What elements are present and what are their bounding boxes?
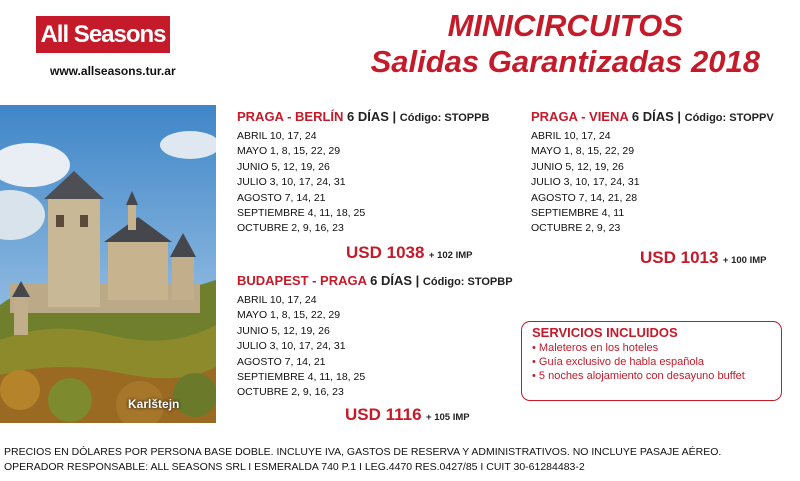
page-title (371, 8, 760, 80)
tour-praga-berlin (237, 109, 489, 237)
tour-code: Código: STOPBP (422, 276, 513, 288)
tour-dates (531, 129, 774, 237)
price-taxes: + 105 IMP (426, 412, 470, 423)
date-row: SEPTIEMBRE 4, 11 (531, 207, 625, 220)
date-row: MAYO 1, 8, 15, 22, 29 (531, 145, 635, 158)
date-row: AGOSTO 7, 14, 21, 28 (531, 191, 638, 204)
tour-praga-viena (531, 109, 774, 237)
service-item: • Guía exclusivo de habla española (532, 356, 705, 368)
tour-header (531, 109, 774, 124)
date-row: SEPTIEMBRE 4, 11, 18, 25 (237, 371, 366, 384)
date-row: JULIO 3, 10, 17, 24, 31 (237, 176, 346, 189)
tour-days: 6 DÍAS | (343, 109, 400, 124)
tour-header (237, 273, 513, 288)
date-row: JULIO 3, 10, 17, 24, 31 (531, 176, 640, 189)
service-item: • 5 noches alojamiento con desayuno buffet (532, 370, 745, 382)
price-taxes: + 102 IMP (428, 250, 473, 261)
service-item: • Maleteros en los hoteles (532, 342, 659, 354)
price-amount: USD 1116 (345, 405, 422, 424)
tour-code: Código: STOPPB (399, 112, 490, 124)
footer (4, 445, 721, 475)
tour-code: Código: STOPPV (684, 112, 774, 124)
services-list (532, 341, 771, 383)
date-row: JUNIO 5, 12, 19, 26 (237, 324, 330, 337)
date-row: JULIO 3, 10, 17, 24, 31 (237, 340, 346, 353)
services-title: SERVICIOS INCLUIDOS (532, 325, 678, 340)
date-row: ABRIL 10, 17, 24 (531, 130, 611, 142)
tour-days: 6 DÍAS | (628, 109, 685, 124)
price-amount: USD 1038 (346, 243, 425, 262)
title-line-1: MINICIRCUITOS (447, 8, 683, 43)
photo-caption: Karlštejn (128, 397, 180, 411)
date-row: JUNIO 5, 12, 19, 26 (531, 160, 624, 173)
footer-line-1: PRECIOS EN DÓLARES POR PERSONA BASE DOBLE. INCLUYE IVA, GASTOS DE RESERVA Y ADMINISTRATIVOS. NO INCLUYE PASAJE AÉREO. (4, 446, 722, 458)
tour-header (237, 109, 489, 124)
date-row: JUNIO 5, 12, 19, 26 (237, 160, 330, 173)
date-row: MAYO 1, 8, 15, 22, 29 (237, 145, 341, 158)
tour-price (640, 248, 766, 268)
tour-route: PRAGA - VIENA (531, 109, 629, 124)
price-taxes: + 100 IMP (722, 255, 767, 266)
title-line-2: Salidas Garantizadas 2018 (370, 44, 760, 79)
footer-line-2: OPERADOR RESPONSABLE: ALL SEASONS SRL I ESMERALDA 740 P.1 I LEG.4470 RES.0427/85 I CUIT 30-61284483-2 (4, 461, 585, 473)
date-row: OCTUBRE 2, 9, 23 (531, 222, 621, 235)
date-row: OCTUBRE 2, 9, 16, 23 (237, 222, 344, 235)
date-row: MAYO 1, 8, 15, 22, 29 (237, 309, 341, 322)
castle-photo (0, 105, 216, 423)
tour-dates (237, 293, 513, 401)
logo: All Seasons (36, 16, 170, 53)
tour-price (345, 405, 470, 425)
tour-price (346, 243, 472, 263)
website-url: www.allseasons.tur.ar (50, 64, 176, 78)
tour-dates (237, 129, 489, 237)
date-row: ABRIL 10, 17, 24 (237, 130, 317, 142)
date-row: SEPTIEMBRE 4, 11, 18, 25 (237, 207, 366, 220)
tour-days: 6 DÍAS | (366, 273, 423, 288)
tour-route: PRAGA - BERLÍN (237, 109, 344, 124)
date-row: ABRIL 10, 17, 24 (237, 294, 317, 306)
tour-route: BUDAPEST - PRAGA (237, 273, 367, 288)
tour-budapest-praga (237, 273, 513, 401)
date-row: AGOSTO 7, 14, 21 (237, 191, 326, 204)
price-amount: USD 1013 (640, 248, 719, 267)
services-box (521, 321, 782, 401)
date-row: OCTUBRE 2, 9, 16, 23 (237, 386, 344, 399)
date-row: AGOSTO 7, 14, 21 (237, 355, 326, 368)
